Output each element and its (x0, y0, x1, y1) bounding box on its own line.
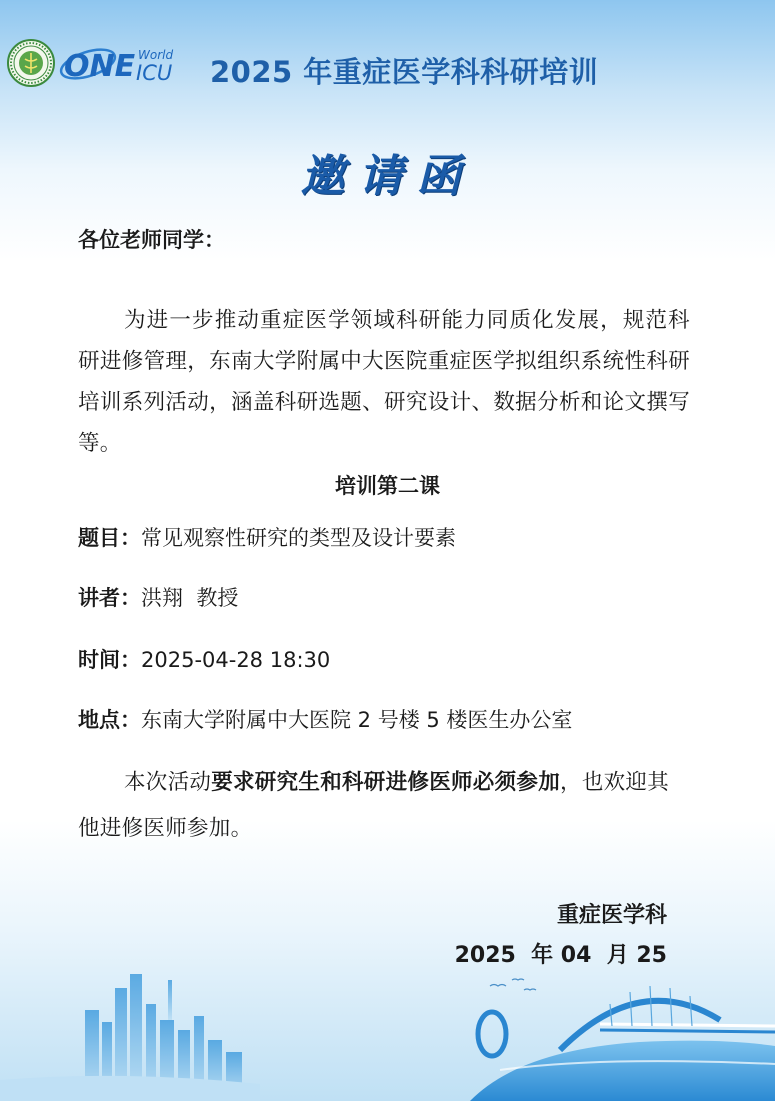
speaker-value: 洪翔 教授 (141, 586, 239, 610)
header-title: 2025 年重症医学科科研培训 (210, 55, 599, 89)
svg-text:ICU: ICU (136, 61, 173, 85)
salutation: 各位老师同学： (78, 228, 225, 252)
world-icu-logo (58, 36, 176, 88)
time-row (78, 644, 330, 674)
location-value: 东南大学附属中大医院 2 号楼 5 楼医生办公室 (141, 708, 573, 732)
location-label: 地点： (78, 708, 141, 732)
hospital-seal-logo (6, 38, 56, 88)
city-bridge-illustration (0, 960, 775, 1101)
notice-prefix: 本次活动 (124, 770, 212, 795)
location-row (78, 704, 572, 734)
topic-value: 常见观察性研究的类型及设计要素 (141, 526, 456, 550)
svg-text:ONE: ONE (64, 49, 136, 84)
notice-suffix: ，也欢迎其他进修医师参加。 (78, 770, 670, 841)
signature-department: 重症医学科 (556, 903, 667, 928)
intro-paragraph: 为进一步推动重症医学领域科研能力同质化发展，规范科研进修管理，东南大学附属中大医院重症医学拟组织系统性科研培训系列活动，涵盖科研选题、研究设计、数据分析和论文撰写等。 (78, 308, 690, 456)
time-label: 时间： (78, 648, 141, 672)
letter-title: 邀请函 (300, 151, 475, 202)
notice-paragraph (78, 760, 690, 852)
session-title: 培训第二课 (335, 474, 440, 498)
speaker-row (78, 582, 238, 612)
topic-label: 题目： (78, 526, 141, 550)
topic-row (78, 522, 456, 552)
time-value: 2025-04-28 18:30 (141, 648, 331, 672)
signature-date: 2025 年 04 月 25 (454, 943, 667, 968)
speaker-label: 讲者： (78, 586, 141, 610)
notice-bold: 要求研究生和科研进修医师必须参加 (211, 770, 561, 795)
svg-text:World: World (138, 48, 174, 62)
